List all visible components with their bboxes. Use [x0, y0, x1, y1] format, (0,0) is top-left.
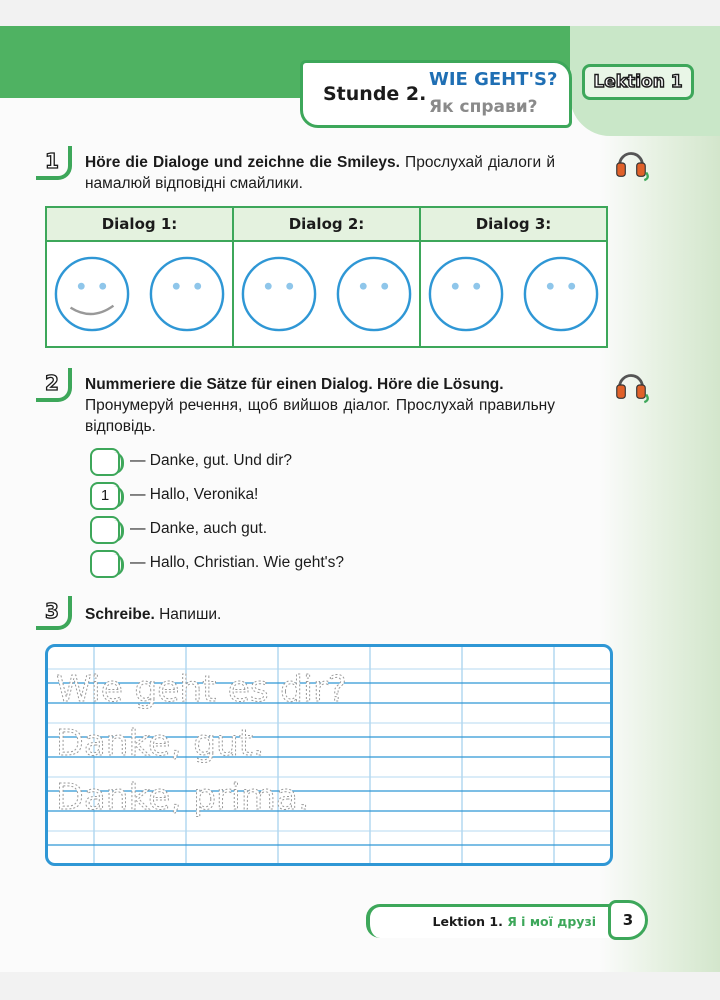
blank-face-icon: [240, 255, 318, 333]
dialog-line-text: — Danke, auch gut.: [130, 520, 267, 537]
order-number-box[interactable]: 1: [90, 482, 120, 510]
exercise-2-instruction: [85, 374, 555, 437]
ruled-lines: [48, 647, 613, 866]
exercise-2-instruction-german: Nummeriere die Sätze für einen Dialog. Höre die Lösung.: [85, 376, 504, 393]
tracing-line-3: Danke, prima.: [56, 777, 310, 818]
headphones-icon[interactable]: [612, 366, 650, 404]
handwriting-area[interactable]: [45, 644, 613, 866]
dialog-line-text: — Danke, gut. Und dir?: [130, 452, 292, 469]
blank-face-icon: [522, 255, 600, 333]
exercise-1-instruction-ukrainian: Прослухай діалоги й намалюй відповідні смайлики.: [85, 154, 555, 192]
exercise-3-number: 3: [36, 596, 72, 630]
order-number-box[interactable]: [90, 516, 120, 544]
blank-face-icon: [335, 255, 413, 333]
dialog-2-header: Dialog 2:: [233, 207, 420, 241]
page-number: 3: [608, 900, 648, 940]
exercise-1-number: 1: [36, 146, 72, 180]
tracing-line-2: Danke, gut.: [56, 723, 265, 764]
order-number-box[interactable]: [90, 448, 120, 476]
dialog-3-cell[interactable]: [420, 241, 607, 347]
lesson-number: Stunde 2.: [323, 83, 427, 105]
blank-face-icon: [148, 255, 226, 333]
exercise-2-number: 2: [36, 368, 72, 402]
headphones-icon[interactable]: [612, 144, 650, 182]
workbook-page: [0, 26, 720, 972]
page-footer: [366, 904, 610, 938]
dialog-line-text: — Hallo, Veronika!: [130, 486, 259, 503]
dialog-3-header: Dialog 3:: [420, 207, 607, 241]
tracing-line-1: Wie geht es dir?: [56, 669, 347, 710]
exercise-1-instruction-german: Höre die Dialoge und zeichne die Smileys.: [85, 154, 400, 171]
exercise-1-instruction: [85, 152, 555, 194]
exercise-2-instruction-ukrainian: Пронумеруй речення, щоб вийшов діалог. Прослухай правильну відповідь.: [85, 397, 555, 435]
dialog-1-header: Dialog 1:: [46, 207, 233, 241]
lesson-title-german: WIE GEHT'S?: [429, 69, 558, 90]
footer-topic: Я і мої друзі: [507, 914, 596, 929]
smileys-table: [45, 206, 608, 348]
footer-lektion: Lektion 1.: [432, 914, 503, 929]
lesson-header: [300, 60, 572, 128]
exercise-3-instruction-ukrainian: Напиши.: [154, 606, 222, 623]
dialog-1-cell[interactable]: [46, 241, 233, 347]
exercise-3-instruction: [85, 604, 555, 625]
blank-face-icon: [427, 255, 505, 333]
lektion-tab: Lektion 1: [582, 64, 694, 100]
dialog-line-text: — Hallo, Christian. Wie geht's?: [130, 554, 345, 571]
smiley-face-icon: [53, 255, 131, 333]
order-number-box[interactable]: [90, 550, 120, 578]
exercise-3-instruction-german: Schreibe.: [85, 606, 155, 623]
dialog-2-cell[interactable]: [233, 241, 420, 347]
lesson-title-ukrainian: Як справи?: [429, 97, 538, 117]
